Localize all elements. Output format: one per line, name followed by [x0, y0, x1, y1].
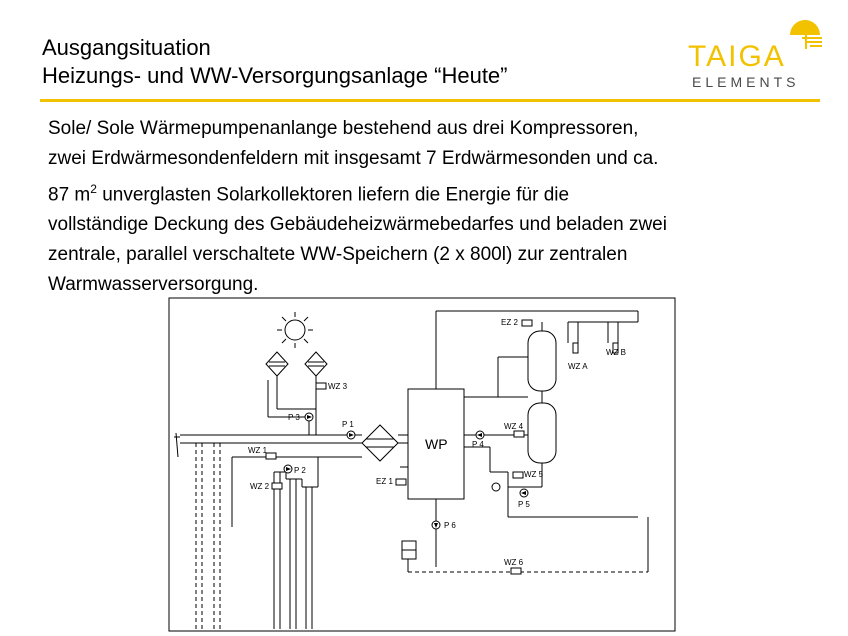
label-wz1: WZ 1 — [248, 446, 268, 455]
logo-wordmark: TAIGA — [688, 40, 786, 73]
label-wza: WZ A — [568, 362, 588, 371]
meter-wza-icon — [573, 343, 578, 353]
text-line-2: zwei Erdwärmesondenfeldern mit insgesamt 7 Erdwärmesonden und ca. — [48, 148, 659, 169]
meter-wz5-icon — [513, 472, 523, 478]
meter-wz3-icon — [316, 383, 326, 389]
label-ez2: EZ 2 — [501, 318, 518, 327]
dhw-tank-upper — [528, 331, 556, 391]
text-line-3 — [48, 174, 838, 210]
text-line-6: Warmwasserversorgung. — [48, 274, 259, 296]
sun-logo-icon — [788, 18, 822, 52]
label-p1: P 1 — [342, 420, 354, 429]
label-wz6: WZ 6 — [504, 558, 524, 567]
title-line-1: Ausgangsituation — [42, 35, 211, 60]
label-p6: P 6 — [444, 521, 456, 530]
dhw-tank-lower — [528, 403, 556, 463]
text-line-5: zentrale, parallel verschaltete WW-Speichern (2 x 800l) zur zentralen — [48, 244, 628, 266]
heat-exchanger — [362, 425, 398, 461]
meter-ez1-icon — [396, 479, 406, 485]
solar-collector-left — [266, 352, 288, 376]
label-p3: P 3 — [288, 413, 300, 422]
label-p2: P 2 — [294, 466, 306, 475]
text-line-3-suffix: unverglasten Solarkollektoren liefern die Energie für die — [96, 184, 570, 206]
taiga-logo — [684, 14, 824, 94]
description-text — [48, 114, 838, 300]
label-wzb: WZ B — [606, 348, 626, 357]
label-wz5: WZ 5 — [524, 470, 544, 479]
heating-schematic — [168, 297, 676, 632]
superscript-2: 2 — [90, 182, 97, 196]
label-p4: P 4 — [472, 440, 484, 449]
label-wp: WP — [425, 436, 448, 452]
mixing-valve-icon — [492, 483, 500, 491]
label-p5: P 5 — [518, 500, 530, 509]
text-line-1: Sole/ Sole Wärmepumpenanlange bestehend aus drei Kompressoren, — [48, 118, 639, 139]
slide-title — [42, 34, 508, 90]
solar-collector-right — [305, 352, 327, 376]
header-left-hatch — [174, 433, 180, 457]
logo-subtitle: ELEMENTS — [692, 74, 800, 90]
label-wz3: WZ 3 — [328, 382, 348, 391]
meter-wz6-icon — [511, 568, 521, 574]
title-underline — [40, 99, 820, 102]
text-line-3-prefix: 87 m — [48, 184, 91, 206]
title-line-2: Heizungs- und WW-Versorgungsanlage “Heute” — [42, 63, 508, 88]
meter-wz4-icon — [514, 431, 524, 437]
meter-ez2-icon — [522, 320, 532, 326]
sun-icon — [277, 312, 313, 348]
text-line-4: vollständige Deckung des Gebäudeheizwärmebedarfes und beladen zwei — [48, 214, 667, 236]
diagram-frame — [169, 298, 675, 631]
meter-wz1-icon — [266, 453, 276, 459]
label-wz2: WZ 2 — [250, 482, 270, 491]
meter-wz2-icon — [272, 483, 282, 489]
label-wz4: WZ 4 — [504, 422, 524, 431]
label-ez1: EZ 1 — [376, 477, 393, 486]
